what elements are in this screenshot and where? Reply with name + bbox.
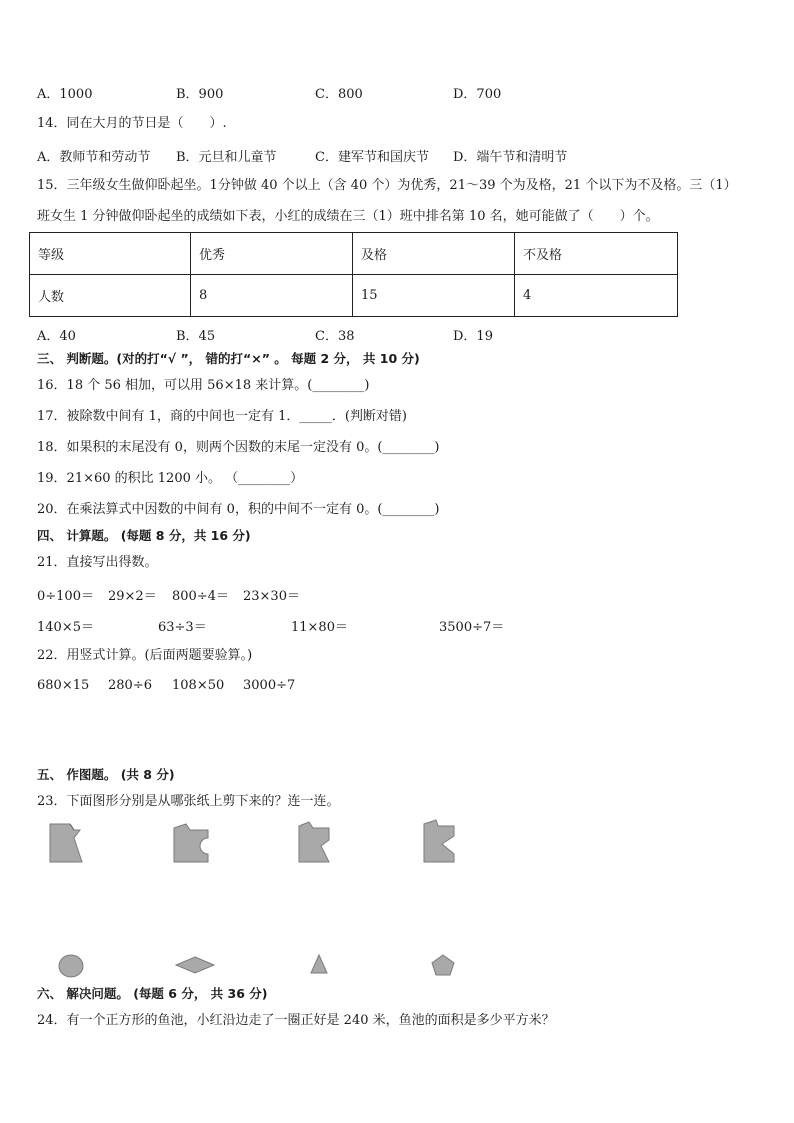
q15-option-d: D．19 bbox=[453, 329, 493, 344]
q21-stem: 21．直接写出得数。 bbox=[37, 555, 158, 570]
q15-option-b: B．45 bbox=[176, 329, 216, 344]
q22-item: 108×50 bbox=[172, 678, 225, 693]
section4-title: 四、 计算题。 (每题 8 分，共 16 分) bbox=[37, 528, 251, 543]
q21-item: 0÷100＝ bbox=[37, 589, 94, 604]
q22-item: 280÷6 bbox=[108, 678, 152, 693]
q13-option-a: A．1000 bbox=[37, 87, 93, 102]
rhombus-shape bbox=[174, 955, 216, 975]
q21-item: 29×2＝ bbox=[108, 589, 157, 604]
triangle-shape bbox=[309, 953, 329, 975]
table-cell: 4 bbox=[515, 275, 678, 317]
q13-option-d: D．700 bbox=[453, 87, 502, 102]
table-cell: 不及格 bbox=[515, 233, 678, 275]
q18: 18．如果积的末尾没有 0，则两个因数的末尾一定没有 0。(________) bbox=[37, 440, 440, 455]
section6-title: 六、 解决问题。 (每题 6 分， 共 36 分) bbox=[37, 986, 268, 1001]
q15-line1: 15．三年级女生做仰卧起坐。1分钟做 40 个以上（含 40 个）为优秀，21～39 个为及格，21 个以下为不及格。三（1） bbox=[37, 178, 737, 193]
circle-shape bbox=[57, 953, 85, 979]
table-row bbox=[30, 275, 678, 317]
q19: 19．21×60 的积比 1200 小。 （________） bbox=[37, 471, 304, 486]
table-header-row bbox=[30, 233, 678, 275]
q15-line2: 班女生 1 分钟做仰卧起坐的成绩如下表，小红的成绩在三（1）班中排名第 10 名，她可能做了（ ）个。 bbox=[37, 209, 659, 224]
q23-stem: 23．下面图形分别是从哪张纸上剪下来的？连一连。 bbox=[37, 794, 340, 809]
table-cell: 15 bbox=[353, 275, 515, 317]
q15-option-c: C．38 bbox=[315, 329, 355, 344]
q17: 17．被除数中间有 1，商的中间也一定有 1．_____．(判断对错) bbox=[37, 409, 407, 424]
q14-stem: 14．同在大月的节日是（ ）. bbox=[37, 116, 227, 131]
q20: 20．在乘法算式中因数的中间有 0，积的中间不一定有 0。(________) bbox=[37, 502, 440, 517]
q22-stem: 22．用竖式计算。(后面两题要验算。) bbox=[37, 648, 253, 663]
q14-option-c: C．建军节和国庆节 bbox=[315, 150, 429, 165]
q21-item: 800÷4＝ bbox=[172, 589, 229, 604]
q24: 24．有一个正方形的鱼池，小红沿边走了一圈正好是 240 米，鱼池的面积是多少平方米？ bbox=[37, 1013, 555, 1028]
grade-table bbox=[29, 232, 678, 317]
q21-item: 3500÷7＝ bbox=[439, 620, 505, 635]
table-cell: 及格 bbox=[353, 233, 515, 275]
q15-option-a: A．40 bbox=[37, 329, 76, 344]
q21-item: 140×5＝ bbox=[37, 620, 94, 635]
q21-item: 63÷3＝ bbox=[158, 620, 207, 635]
q16: 16．18 个 56 相加，可以用 56×18 来计算。(________) bbox=[37, 378, 370, 393]
q21-item: 23×30＝ bbox=[243, 589, 300, 604]
q22-item: 3000÷7 bbox=[243, 678, 296, 693]
q14-option-a: A．教师节和劳动节 bbox=[37, 150, 151, 165]
table-cell: 等级 bbox=[30, 233, 191, 275]
q22-item: 680×15 bbox=[37, 678, 90, 693]
cutout-shape-1 bbox=[48, 822, 84, 864]
q13-option-b: B．900 bbox=[176, 87, 224, 102]
cutout-shape-3 bbox=[297, 820, 333, 864]
table-cell: 8 bbox=[191, 275, 353, 317]
q14-option-b: B．元旦和儿童节 bbox=[176, 150, 277, 165]
table-cell: 人数 bbox=[30, 275, 191, 317]
q21-item: 11×80＝ bbox=[291, 620, 348, 635]
section5-title: 五、 作图题。 (共 8 分) bbox=[37, 767, 175, 782]
cutout-shape-4 bbox=[420, 818, 458, 864]
section3-title: 三、 判断题。(对的打“√ ”， 错的打“×” 。 每题 2 分， 共 10 分) bbox=[37, 351, 420, 366]
q14-option-d: D．端午节和清明节 bbox=[453, 150, 568, 165]
q13-option-c: C．800 bbox=[315, 87, 363, 102]
pentagon-shape bbox=[430, 953, 456, 977]
table-cell: 优秀 bbox=[191, 233, 353, 275]
cutout-shape-2 bbox=[172, 822, 212, 864]
